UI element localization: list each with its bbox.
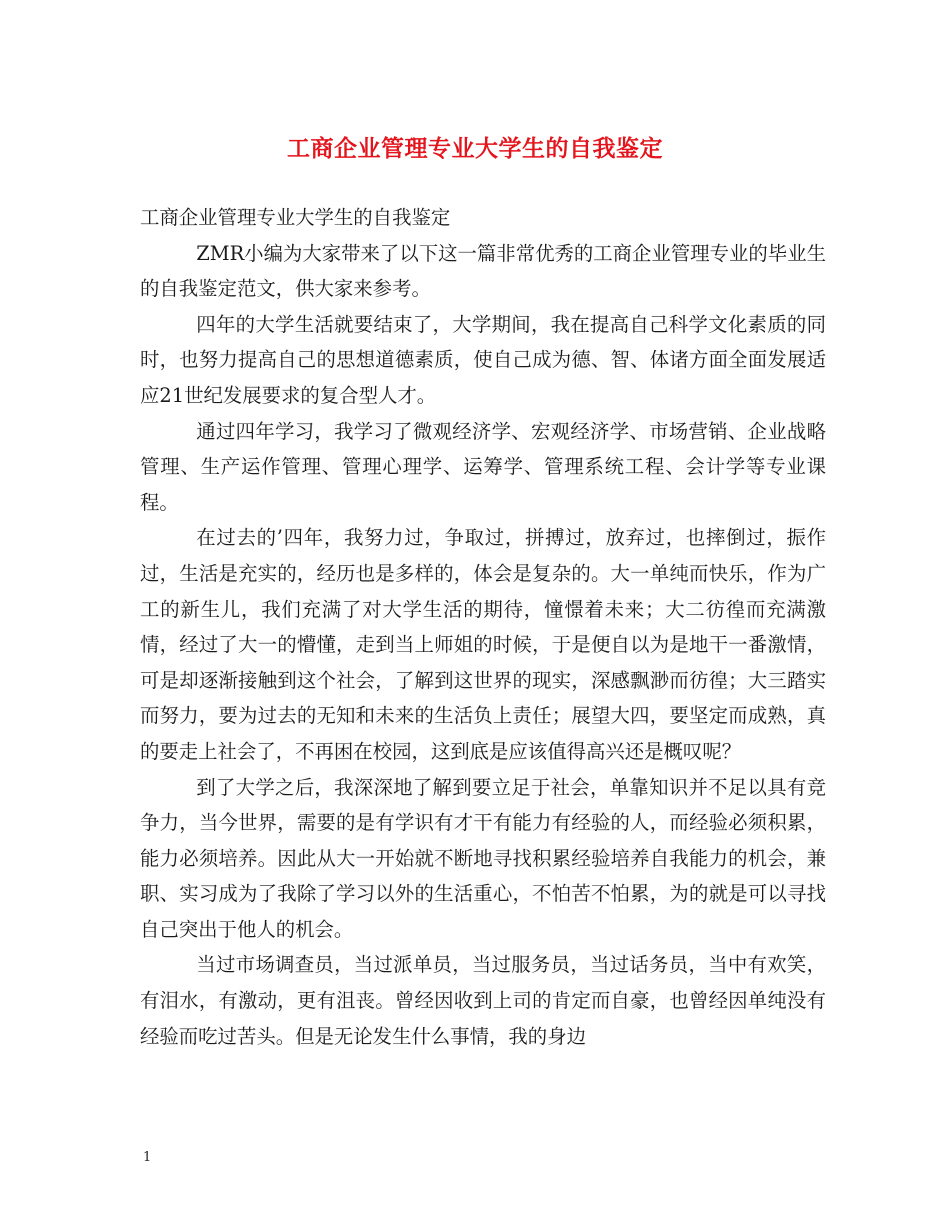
page-number: 1	[143, 1150, 152, 1165]
paragraph-four-years: 四年的大学生活就要结束了，大学期间，我在提高自己科学文化素质的同时，也努力提高自己的思想道德素质，使自己成为德、智、体诸方面全面发展适应21世纪发展要求的复合型人才。	[140, 312, 826, 407]
document-subtitle: 工商企业管理专业大学生的自我鉴定	[140, 206, 451, 229]
document-body	[140, 200, 826, 1054]
paragraph-society: 到了大学之后，我深深地了解到要立足于社会，单靠知识并不足以具有竞争力，当今世界，需要的是有学识有才干有能力有经验的人，而经验必须积累，能力必须培养。因此从大一开始就不断地寻找积累经验培养自我能力的机会，兼职、实习成为了我除了学习以外的生活重心，不怕苦不怕累，为的就是可以寻找自己突出于他人的机会。	[140, 775, 826, 941]
paragraph-courses: 通过四年学习，我学习了微观经济学、宏观经济学、市场营销、企业战略管理、生产运作管理、管理心理学、运筹学、管理系统工程、会计学等专业课程。	[140, 419, 826, 514]
document-title: 工商企业管理专业大学生的自我鉴定	[287, 135, 663, 162]
paragraph-intro: ZMR小编为大家带来了以下这一篇非常优秀的工商企业管理专业的毕业生的自我鉴定范文，供大家来参考。	[140, 241, 826, 301]
paragraph-experience: 在过去的’四年，我努力过，争取过，拼搏过，放弃过，也摔倒过，振作过，生活是充实的，经历也是多样的，体会是复杂的。大一单纯而快乐，作为广工的新生儿，我们充满了对大学生活的期待，憧憬着未来；大二彷徨而充满激情，经过了大一的懵懂，走到当上师姐的时候，于是便自以为是地干一番激情，可是却逐渐接触到这个社会，了解到这世界的现实，深感飘渺而彷徨；大三踏实而努力，要为过去的无知和未来的生活负上责任；展望大四，要坚定而成熟，真的要走上社会了，不再困在校园，这到底是应该值得高兴还是概叹呢？	[140, 526, 826, 763]
paragraph-jobs: 当过市场调查员，当过派单员，当过服务员，当过话务员，当中有欢笑，有泪水，有激动，更有沮丧。曾经因收到上司的肯定而自豪，也曾经因单纯没有经验而吃过苦头。但是无论发生什么事情，我的身边	[140, 953, 826, 1048]
